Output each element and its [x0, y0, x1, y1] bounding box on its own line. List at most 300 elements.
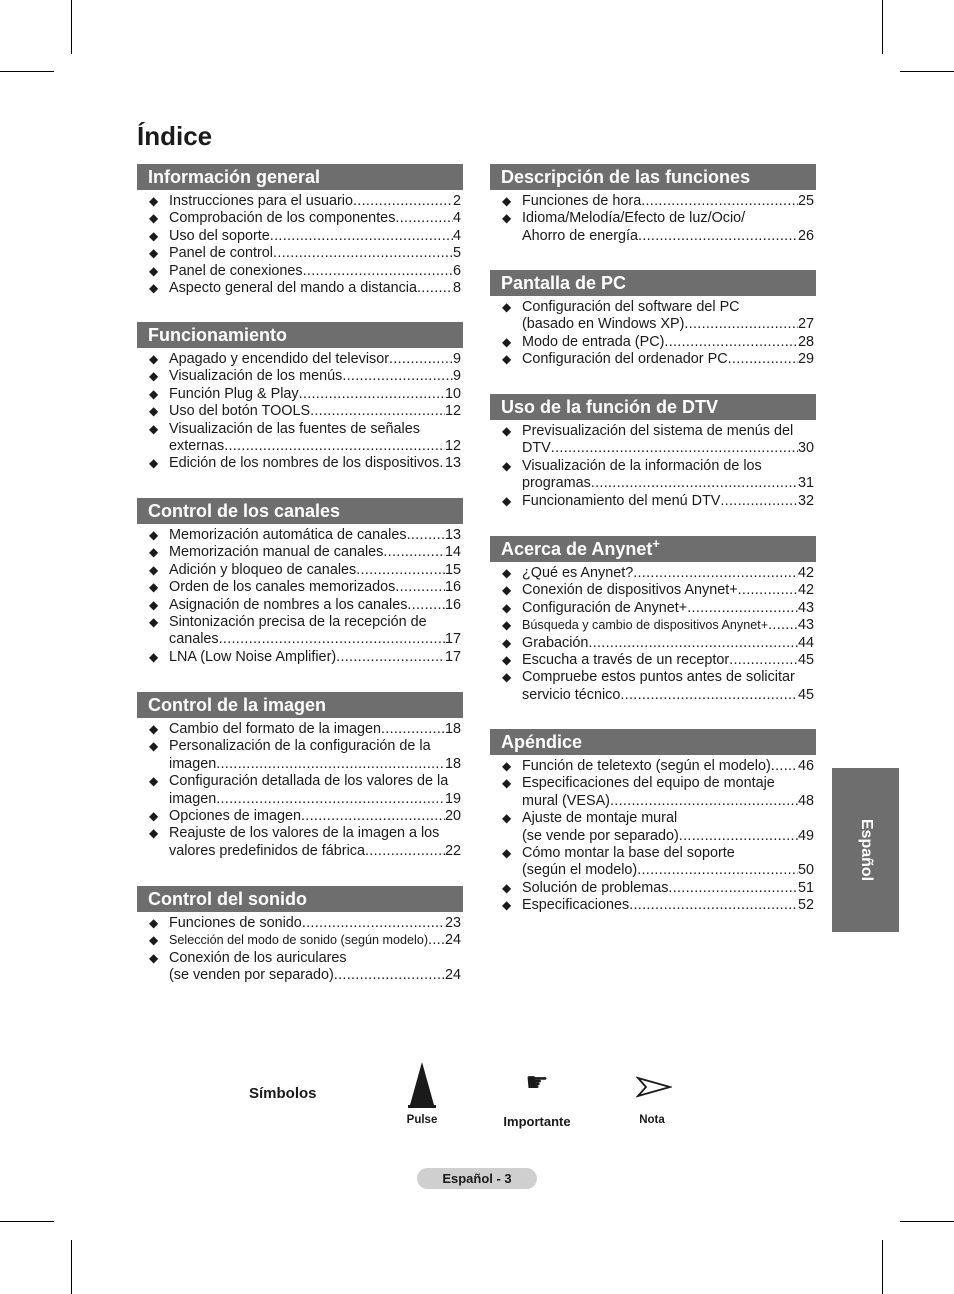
- diamond-bullet-icon: ◆: [502, 635, 512, 650]
- toc-entry-line: [169, 808, 461, 825]
- toc-entry-line: [522, 828, 814, 845]
- toc-entry-line: [169, 649, 461, 666]
- toc-page-number: 18: [444, 721, 461, 737]
- dot-leader: [301, 808, 445, 825]
- dot-leader: [270, 228, 453, 245]
- section-heading: [137, 692, 463, 718]
- toc-page-number: 48: [797, 792, 814, 809]
- diamond-bullet-icon: ◆: [502, 898, 512, 913]
- toc-section: [490, 164, 816, 245]
- toc-page-number: 24: [444, 967, 461, 984]
- toc-entry[interactable]: [137, 351, 463, 368]
- crop-mark: [71, 1240, 72, 1294]
- toc-entry-line: [522, 635, 814, 652]
- dot-leader: [336, 649, 445, 666]
- toc-entry-line: [522, 316, 814, 333]
- diamond-bullet-icon: ◆: [502, 424, 512, 438]
- toc-entry-text: Funciones de hora: [522, 193, 642, 209]
- toc-entry[interactable]: [490, 652, 816, 669]
- toc-entry-text: DTV: [522, 440, 551, 457]
- section-heading-text: Pantalla de PC: [501, 273, 627, 293]
- toc-entry-text: Escucha a través de un receptor: [522, 652, 730, 669]
- dot-leader: [381, 721, 445, 738]
- toc-entry-line: [522, 351, 814, 368]
- diamond-bullet-icon: ◆: [149, 421, 159, 436]
- dot-leader: [353, 193, 453, 210]
- toc-entry-text: imagen: [169, 755, 217, 772]
- toc-page-number: 14: [444, 544, 461, 561]
- section-heading: [137, 322, 463, 348]
- diamond-bullet-icon: ◆: [149, 456, 159, 471]
- dot-leader: [299, 386, 445, 403]
- toc-entry[interactable]: [137, 527, 463, 544]
- toc-page-number: 8: [452, 280, 461, 297]
- heading-superscript: +: [652, 536, 660, 551]
- symbol-nota: [628, 1074, 676, 1132]
- toc-entry[interactable]: [137, 193, 463, 210]
- toc-entry-line: [522, 299, 814, 316]
- section-heading-text: Control de los canales: [148, 501, 341, 521]
- section-heading: [137, 164, 463, 190]
- diamond-bullet-icon: ◆: [502, 211, 512, 226]
- toc-entry-line: [522, 793, 814, 810]
- section-heading: [137, 886, 463, 912]
- toc-entry-text: Función Plug & Play: [169, 385, 299, 402]
- dot-leader: [768, 617, 798, 634]
- dot-leader: [224, 438, 445, 455]
- toc-entry-text: Uso del botón TOOLS: [169, 403, 311, 420]
- section-heading: [490, 729, 816, 755]
- diamond-bullet-icon: ◆: [149, 404, 159, 419]
- toc-entry-line: [169, 544, 461, 561]
- toc-page-number: 4: [452, 210, 461, 227]
- dot-leader: [273, 245, 453, 262]
- diamond-bullet-icon: ◆: [502, 334, 512, 349]
- dot-leader: [303, 263, 453, 280]
- section-heading-text: Control de la imagen: [148, 695, 327, 715]
- toc-entry-line: [522, 475, 814, 492]
- toc-entry-line: [522, 669, 814, 686]
- diamond-bullet-icon: ◆: [149, 933, 159, 948]
- section-heading: [490, 536, 816, 562]
- dot-leader: [428, 932, 445, 949]
- toc-entry[interactable]: [490, 880, 816, 897]
- section-heading: [490, 270, 816, 296]
- diamond-bullet-icon: ◆: [149, 352, 159, 366]
- toc-entry[interactable]: [490, 493, 816, 510]
- toc-page-number: 12: [444, 403, 461, 420]
- diamond-bullet-icon: ◆: [149, 826, 159, 841]
- diamond-bullet-icon: ◆: [502, 458, 512, 473]
- toc-section: [137, 692, 463, 860]
- diamond-bullet-icon: ◆: [502, 846, 512, 861]
- toc-entry-line: [522, 600, 814, 617]
- toc-entry-text: Personalización de la configuración de la: [169, 738, 431, 755]
- toc-page-number: 29: [797, 351, 814, 368]
- dot-leader: [687, 600, 798, 617]
- diamond-bullet-icon: ◆: [149, 649, 159, 664]
- toc-entry-line: [169, 756, 461, 773]
- toc-entry[interactable]: [137, 825, 463, 860]
- toc-entry[interactable]: [490, 810, 816, 845]
- toc-page-number: 27: [797, 316, 814, 333]
- toc-entry-text: valores predefinidos de fábrica: [169, 842, 365, 859]
- toc-page-number: 45: [797, 686, 814, 703]
- toc-entry[interactable]: [137, 368, 463, 385]
- toc-entry-text: Conexión de los auriculares: [169, 949, 347, 966]
- diamond-bullet-icon: ◆: [502, 776, 512, 791]
- toc-page-number: 9: [452, 368, 461, 385]
- toc-entry-text: Cómo montar la base del soporte: [522, 845, 735, 862]
- toc-entry[interactable]: [490, 193, 816, 210]
- section-heading: [137, 498, 463, 524]
- section-heading-text: Apéndice: [501, 732, 583, 752]
- dot-leader: [407, 597, 445, 614]
- diamond-bullet-icon: ◆: [502, 566, 512, 580]
- toc-entry-line: [169, 455, 461, 472]
- dot-leader: [629, 897, 798, 914]
- toc-entry[interactable]: [490, 758, 816, 775]
- diamond-bullet-icon: ◆: [149, 809, 159, 824]
- toc-entry-text: Especificaciones: [522, 897, 630, 914]
- toc-entry-line: [522, 862, 814, 879]
- toc-entry-text: Selección del modo de sonido (según modelo): [169, 933, 429, 948]
- toc-page-number: 17: [444, 648, 461, 665]
- toc-entry[interactable]: [137, 562, 463, 579]
- toc-entry-text: Sintonización precisa de la recepción de: [169, 614, 427, 631]
- toc-entry[interactable]: [490, 897, 816, 914]
- toc-page-number: 46: [797, 758, 814, 774]
- crop-mark: [0, 1221, 54, 1222]
- toc-page-number: 22: [444, 842, 461, 859]
- toc-section: [137, 322, 463, 473]
- toc-entry[interactable]: [137, 773, 463, 808]
- pointing-hand-icon: ☛: [525, 1068, 549, 1098]
- section-heading-text: Uso de la función de DTV: [501, 397, 719, 417]
- toc-entry-text: (se venden por separado): [169, 967, 334, 984]
- toc-entry-line: [169, 631, 461, 648]
- toc-entry[interactable]: [137, 915, 463, 932]
- toc-entry-text: LNA (Low Noise Amplifier): [169, 648, 337, 665]
- toc-entry-line: [169, 579, 461, 596]
- toc-entry[interactable]: [137, 579, 463, 596]
- language-tab-label: Español: [857, 818, 875, 882]
- dot-leader: [383, 544, 445, 561]
- toc-entry-text: Compruebe estos puntos antes de solicitar: [522, 669, 795, 686]
- section-heading-text: Funcionamiento: [148, 325, 287, 345]
- toc-entry-line: [522, 845, 814, 862]
- diamond-bullet-icon: ◆: [149, 580, 159, 595]
- section-heading-text: Control del sonido: [148, 889, 307, 909]
- toc-entry[interactable]: [137, 455, 463, 472]
- toc-entry[interactable]: [490, 458, 816, 493]
- toc-entry-line: [169, 721, 461, 738]
- toc-page-number: 42: [797, 565, 814, 581]
- toc-entry[interactable]: [137, 245, 463, 262]
- toc-entry[interactable]: [490, 565, 816, 582]
- toc-page-number: 9: [452, 351, 461, 367]
- dot-leader: [633, 565, 798, 582]
- toc-entry-text: Visualización de los menús: [169, 368, 343, 385]
- toc-entry[interactable]: [490, 334, 816, 351]
- diamond-bullet-icon: ◆: [149, 722, 159, 736]
- toc-entry-text: Especificaciones del equipo de montaje: [522, 775, 775, 792]
- toc-entry-text: Conexión de dispositivos Anynet+: [522, 582, 738, 599]
- toc-page-number: 28: [797, 333, 814, 350]
- dot-leader: [395, 210, 453, 227]
- symbol-pulse-caption: Pulse: [406, 1114, 438, 1126]
- dot-leader: [738, 582, 798, 599]
- diamond-bullet-icon: ◆: [502, 653, 512, 668]
- toc-entry-line: [522, 687, 814, 704]
- toc-entry[interactable]: [137, 614, 463, 649]
- toc-entry-line: [169, 210, 461, 227]
- toc-entry-text: Idioma/Melodía/Efecto de luz/Ocio/: [522, 210, 746, 227]
- diamond-bullet-icon: ◆: [149, 562, 159, 577]
- toc-entry[interactable]: [137, 386, 463, 403]
- toc-entry-text: Asignación de nombres a los canales: [169, 596, 408, 613]
- toc-entry-line: [522, 565, 814, 582]
- toc-page-number: 30: [797, 440, 814, 457]
- toc-entry-line: [522, 810, 814, 827]
- toc-entry-text: Configuración del software del PC: [522, 299, 740, 315]
- toc-entry-text: programas: [522, 475, 591, 492]
- dot-leader: [216, 756, 445, 773]
- toc-entry-text: Reajuste de los valores de la imagen a los: [169, 825, 440, 842]
- toc-entry-text: Opciones de imagen: [169, 808, 301, 825]
- crop-mark: [0, 71, 54, 72]
- toc-list: [490, 299, 816, 369]
- toc-entry-line: [522, 582, 814, 599]
- toc-page-number: 13: [444, 455, 461, 472]
- toc-page-number: 24: [444, 932, 461, 949]
- diamond-bullet-icon: ◆: [149, 950, 159, 965]
- section-heading: [490, 164, 816, 190]
- toc-page-number: 13: [444, 527, 461, 543]
- toc-entry-line: [169, 228, 461, 245]
- dot-leader: [591, 475, 798, 492]
- language-tab[interactable]: [832, 768, 899, 932]
- toc-entry[interactable]: [137, 721, 463, 738]
- toc-page-number: 50: [797, 862, 814, 879]
- dot-leader: [302, 915, 445, 932]
- toc-entry[interactable]: [137, 738, 463, 773]
- toc-page-number: 23: [444, 915, 461, 931]
- toc-section: [490, 729, 816, 915]
- toc-entry-text: Función de teletexto (según el modelo): [522, 758, 771, 774]
- toc-page-number: 25: [797, 193, 814, 209]
- toc-entry[interactable]: [490, 600, 816, 617]
- toc-page-number: 2: [452, 193, 461, 209]
- toc-page-number: 42: [797, 582, 814, 599]
- toc-entry-line: [169, 825, 461, 842]
- toc-entry-line: [169, 438, 461, 455]
- press-icon: [398, 1060, 446, 1110]
- toc-entry[interactable]: [137, 950, 463, 985]
- toc-entry[interactable]: [137, 544, 463, 561]
- toc-entry-line: [522, 758, 814, 775]
- dot-leader: [342, 368, 453, 385]
- toc-entry-line: [522, 775, 814, 792]
- toc-entry-text: Instrucciones para el usuario: [169, 193, 353, 209]
- diamond-bullet-icon: ◆: [502, 811, 512, 826]
- toc-entry-text: Memorización automática de canales: [169, 527, 407, 543]
- diamond-bullet-icon: ◆: [502, 493, 512, 508]
- toc-list: [137, 915, 463, 985]
- toc-entry-text: Previsualización del sistema de menús del: [522, 423, 794, 439]
- dot-leader: [620, 687, 798, 704]
- diamond-bullet-icon: ◆: [502, 618, 512, 633]
- toc-entry-line: [169, 368, 461, 385]
- toc-entry-line: [522, 423, 814, 440]
- toc-page-number: 51: [797, 879, 814, 896]
- toc-page-number: 31: [797, 475, 814, 492]
- toc-entry-line: [169, 263, 461, 280]
- toc-list: [137, 721, 463, 860]
- toc-entry[interactable]: [490, 210, 816, 245]
- toc-entry[interactable]: [137, 403, 463, 420]
- diamond-bullet-icon: ◆: [502, 194, 512, 208]
- toc-page-number: 49: [797, 827, 814, 844]
- toc-page-number: 26: [797, 227, 814, 244]
- dot-leader: [610, 793, 798, 810]
- toc-entry-text: mural (VESA): [522, 792, 610, 809]
- toc-entry-text: Uso del soporte: [169, 227, 270, 244]
- toc-entry-line: [522, 228, 814, 245]
- toc-entry[interactable]: [490, 669, 816, 704]
- toc-entry-text: servicio técnico: [522, 686, 621, 703]
- toc-entry-text: Solución de problemas: [522, 879, 669, 896]
- toc-entry-line: [169, 614, 461, 631]
- toc-entry-line: [522, 652, 814, 669]
- toc-entry-line: [522, 210, 814, 227]
- toc-entry-text: Funciones de sonido: [169, 915, 302, 931]
- symbols-label: Símbolos: [249, 1085, 317, 1102]
- toc-page-number: 44: [797, 634, 814, 651]
- toc-entry-text: canales: [169, 631, 219, 648]
- dot-leader: [679, 828, 798, 845]
- toc-entry[interactable]: [137, 210, 463, 227]
- toc-page-number: 10: [444, 385, 461, 402]
- toc-entry[interactable]: [490, 299, 816, 334]
- toc-entry[interactable]: [490, 351, 816, 368]
- toc-page-number: 15: [444, 561, 461, 578]
- toc-entry-text: Edición de los nombres de los dispositivos: [169, 455, 440, 472]
- toc-entry[interactable]: [137, 263, 463, 280]
- toc-entry-line: [169, 915, 461, 932]
- toc-entry-text: Visualización de la información de los: [522, 457, 762, 474]
- diamond-bullet-icon: ◆: [149, 528, 159, 542]
- toc-entry-line: [169, 597, 461, 614]
- toc-entry-line: [169, 527, 461, 544]
- toc-entry-line: [522, 334, 814, 351]
- diamond-bullet-icon: ◆: [149, 246, 159, 261]
- toc-page-number: 45: [797, 652, 814, 669]
- toc-list: [137, 527, 463, 666]
- toc-entry-line: [522, 440, 814, 457]
- toc-entry-text: imagen: [169, 790, 217, 807]
- toc-entry-text: Grabación: [522, 634, 589, 651]
- toc-page-number: 52: [797, 897, 814, 914]
- toc-entry-text: Búsqueda y cambio de dispositivos Anynet+: [522, 618, 769, 633]
- diamond-bullet-icon: ◆: [502, 300, 512, 314]
- diamond-bullet-icon: ◆: [502, 880, 512, 895]
- toc-entry[interactable]: [490, 617, 816, 634]
- diamond-bullet-icon: ◆: [502, 670, 512, 685]
- toc-entry-line: [522, 617, 814, 634]
- toc-list: [137, 193, 463, 297]
- toc-entry-text: Panel de control: [169, 245, 274, 262]
- toc-list: [490, 565, 816, 704]
- toc-entry[interactable]: [137, 808, 463, 825]
- toc-entry-line: [169, 280, 461, 297]
- toc-entry[interactable]: [490, 845, 816, 880]
- symbol-pulse: [398, 1060, 446, 1132]
- toc-entry[interactable]: [137, 421, 463, 456]
- toc-page-number: 12: [444, 438, 461, 455]
- toc-entry-text: Panel de conexiones: [169, 262, 303, 279]
- symbol-importante: [497, 1068, 577, 1132]
- diamond-bullet-icon: ◆: [502, 583, 512, 598]
- toc-entry[interactable]: [137, 280, 463, 297]
- toc-entry[interactable]: [137, 597, 463, 614]
- dot-leader: [395, 579, 445, 596]
- dot-leader: [668, 880, 798, 897]
- diamond-bullet-icon: ◆: [502, 759, 512, 773]
- toc-entry[interactable]: [490, 423, 816, 458]
- toc-section: [137, 164, 463, 297]
- toc-entry[interactable]: [137, 649, 463, 666]
- toc-entry-line: [522, 880, 814, 897]
- toc-entry-line: [169, 193, 461, 210]
- section-heading: [490, 394, 816, 420]
- toc-page-number: 43: [797, 599, 814, 616]
- diamond-bullet-icon: ◆: [149, 263, 159, 278]
- toc-entry[interactable]: [137, 228, 463, 245]
- toc-entry-text: Configuración de Anynet+: [522, 599, 688, 616]
- toc-entry-line: [169, 245, 461, 262]
- dot-leader: [417, 280, 453, 297]
- toc-entry-text: Ajuste de montaje mural: [522, 810, 678, 827]
- toc-entry-line: [169, 791, 461, 808]
- toc-entry[interactable]: [490, 582, 816, 599]
- toc-entry-line: [522, 458, 814, 475]
- diamond-bullet-icon: ◆: [502, 600, 512, 615]
- dot-leader: [356, 562, 445, 579]
- toc-entry-text: Ahorro de energía: [522, 227, 639, 244]
- toc-page-number: 17: [444, 631, 461, 648]
- dot-leader: [641, 193, 798, 210]
- toc-entry-line: [169, 421, 461, 438]
- dot-leader: [637, 862, 798, 879]
- toc-entry-line: [522, 493, 814, 510]
- toc-section: [137, 498, 463, 666]
- toc-entry-text: Comprobación de los componentes: [169, 210, 396, 227]
- diamond-bullet-icon: ◆: [149, 739, 159, 754]
- toc-entry-line: [522, 193, 814, 210]
- toc-section: [490, 270, 816, 369]
- toc-section: [137, 886, 463, 985]
- toc-entry-text: externas: [169, 438, 225, 455]
- diamond-bullet-icon: ◆: [149, 386, 159, 401]
- toc-entry[interactable]: [490, 635, 816, 652]
- toc-entry[interactable]: [490, 775, 816, 810]
- toc-entry[interactable]: [137, 932, 463, 949]
- diamond-bullet-icon: ◆: [149, 774, 159, 789]
- diamond-bullet-icon: ◆: [149, 194, 159, 208]
- diamond-bullet-icon: ◆: [149, 369, 159, 384]
- dot-leader: [365, 843, 445, 860]
